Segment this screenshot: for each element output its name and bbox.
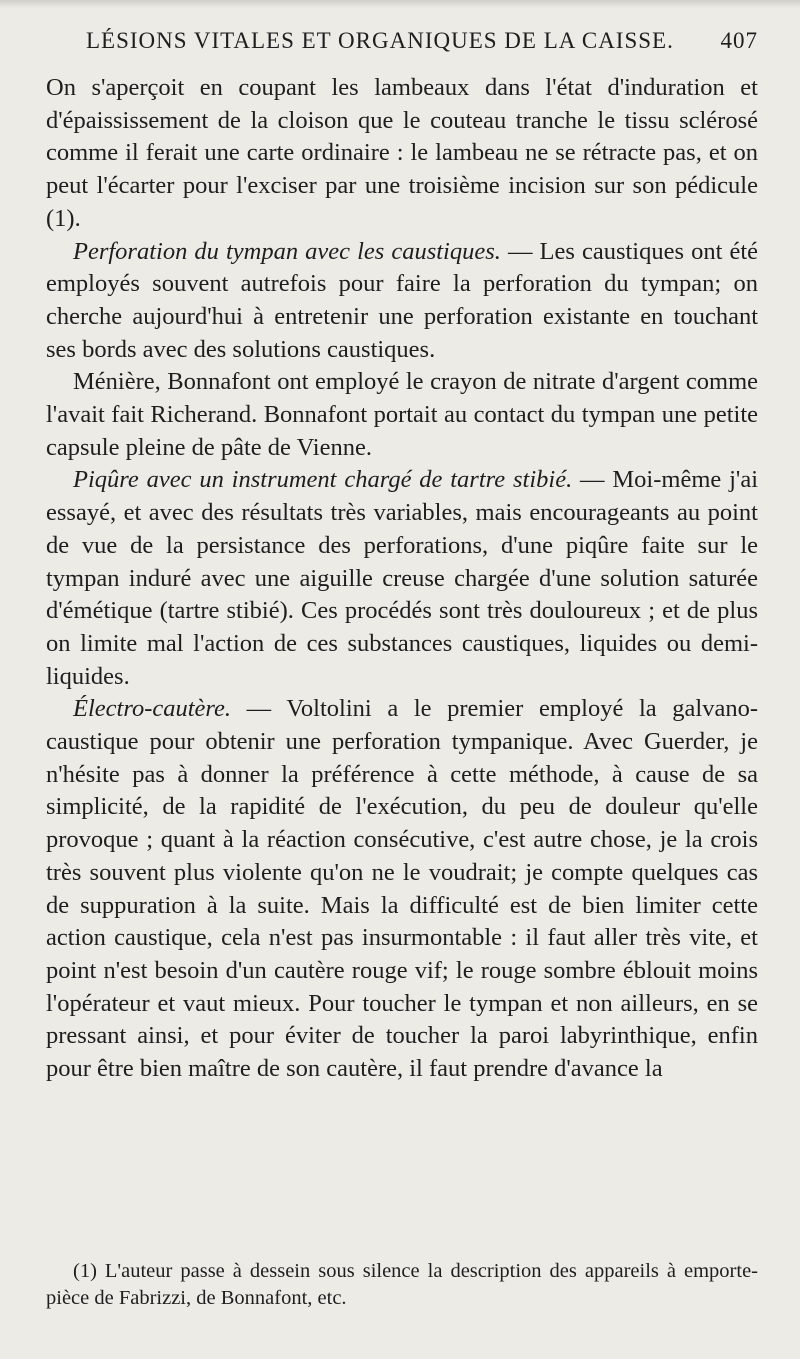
paragraph-2-text: — Les caustiques ont été employés souvent autrefois pour faire la perforation du tympan; on cherche aujourd'hui à entretenir une perforation existante en touchant ses bords avec des solutions caustiques.	[46, 237, 758, 363]
paragraph-5	[46, 693, 758, 1085]
paragraph-3-text: Ménière, Bonnafont ont employé le crayon de nitrate d'argent comme l'avait fait Richerand. Bonnafont portait au contact du tympan une petite capsule pleine de pâte de Vienne.	[46, 368, 758, 461]
paragraph-4-text: — Moi-même j'ai essayé, et avec des résultats très variables, mais encourageants au point de vue de la persistance des perforations, d'une piqûre faite sur le tympan induré avec une aiguille creuse chargée d'une solution saturée d'émétique (tartre stibié). Ces procédés sont très douloureux ; et de plus on limite mal l'action de ces substances caustiques, liquides ou demi-liquides.	[46, 466, 758, 690]
running-header	[86, 28, 758, 54]
section-heading-piqure: Piqûre avec un instrument chargé de tartre stibié.	[73, 466, 573, 494]
footnote-text: (1) L'auteur passe à dessein sous silence la description des appareils à emporte-pièce de Fabrizzi, de Bonnafont, etc.	[46, 1260, 758, 1309]
footnote	[46, 1258, 758, 1312]
running-title: LÉSIONS VITALES ET ORGANIQUES DE LA CAISSE.	[86, 28, 674, 53]
paragraph-1-text: On s'aperçoit en coupant les lambeaux dans l'état d'induration et d'épaississement de la cloison que le couteau tranche le tissu sclérosé comme il ferait une carte ordinaire : le lambeau ne se rétracte pas, et on peut l'écarter pour l'exciser par une troisième incision sur son pédicule (1).	[46, 74, 758, 232]
section-heading-electro-cautere: Électro-cautère.	[73, 695, 232, 723]
paragraph-1	[46, 72, 758, 236]
paragraph-5-text: — Voltolini a le premier employé la galvano-caustique pour obtenir une perforation tympanique. Avec Guerder, je n'hésite pas à donner la préférence à cette méthode, à cause de sa simplicité, de la rapidité de l'exécution, du peu de douleur qu'elle provoque ; quant à la réaction consécutive, c'est autre chose, je la crois très souvent plus violente qu'on ne le voudrait; je compte quelques cas de suppuration à la suite. Mais la difficulté est de bien limiter cette action caustique, cela n'est pas insurmontable : il faut aller très vite, et point n'est besoin d'un cautère rouge vif; le rouge sombre éblouit moins l'opérateur et vaut mieux. Pour toucher le tympan et non ailleurs, en se pressant ainsi, et pour éviter de toucher la paroi labyrinthique, enfin pour être bien maître de son cautère, il faut prendre d'avance la	[46, 695, 758, 1083]
page-edge-shadow	[0, 0, 800, 8]
body-text	[46, 72, 758, 1086]
paragraph-2	[46, 236, 758, 367]
page-number: 407	[720, 28, 758, 53]
section-heading-perforation: Perforation du tympan avec les caustiques.	[73, 237, 501, 265]
paragraph-4	[46, 464, 758, 693]
paragraph-3	[46, 366, 758, 464]
